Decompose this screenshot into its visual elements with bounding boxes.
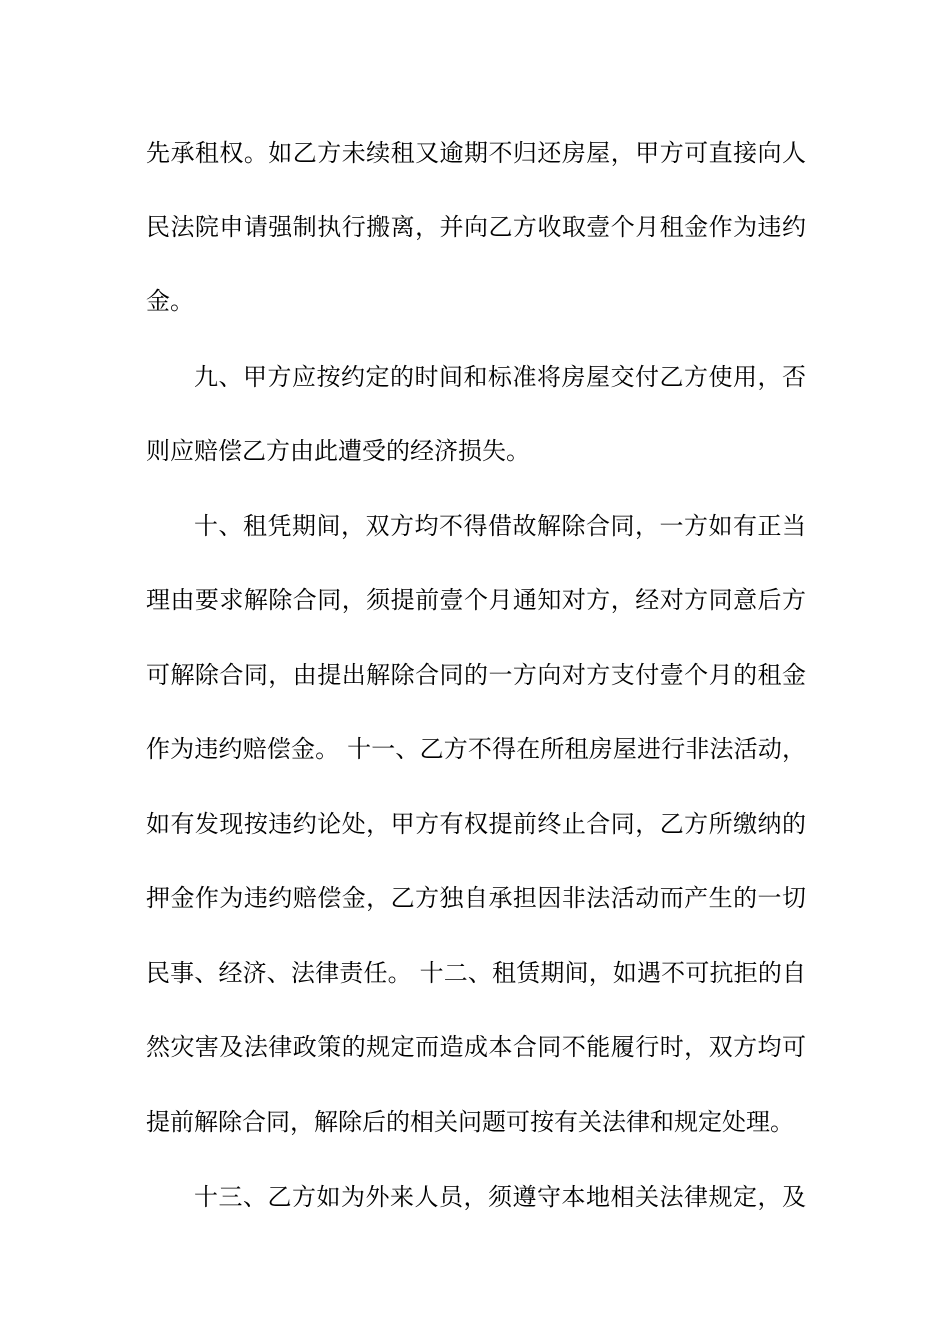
text-line: 提前解除合同，解除后的相关问题可按有关法律和规定处理。 [146,1108,794,1136]
text-line: 然灾害及法律政策的规定而造成本合同不能履行时，双方均可 [146,1033,806,1061]
text-line: 可解除合同，由提出解除合同的一方向对方支付壹个月的租金 [146,661,806,689]
text-line: 作为违约赔偿金。 十一、乙方不得在所租房屋进行非法活动， [146,735,806,763]
text-line: 先承租权。如乙方未续租又逾期不归还房屋，甲方可直接向人 [146,139,806,167]
paragraph-start-line: 十、租凭期间，双方均不得借故解除合同，一方如有正当 [194,512,806,540]
text-line: 金。 [146,287,194,315]
text-line: 押金作为违约赔偿金，乙方独自承担因非法活动而产生的一切 [146,884,806,912]
paragraph-start-line: 九、甲方应按约定的时间和标准将房屋交付乙方使用，否 [194,363,806,391]
paragraph-start-line: 十三、乙方如为外来人员，须遵守本地相关法律规定，及 [194,1183,806,1211]
text-line: 则应赔偿乙方由此遭受的经济损失。 [146,437,530,465]
text-line: 理由要求解除合同，须提前壹个月通知对方，经对方同意后方 [146,586,806,614]
text-line: 民法院申请强制执行搬离，并向乙方收取壹个月租金作为违约 [146,213,806,241]
text-line: 民事、经济、法律责任。 十二、租赁期间，如遇不可抗拒的自 [146,959,806,987]
text-line: 如有发现按违约论处，甲方有权提前终止合同，乙方所缴纳的 [146,810,806,838]
